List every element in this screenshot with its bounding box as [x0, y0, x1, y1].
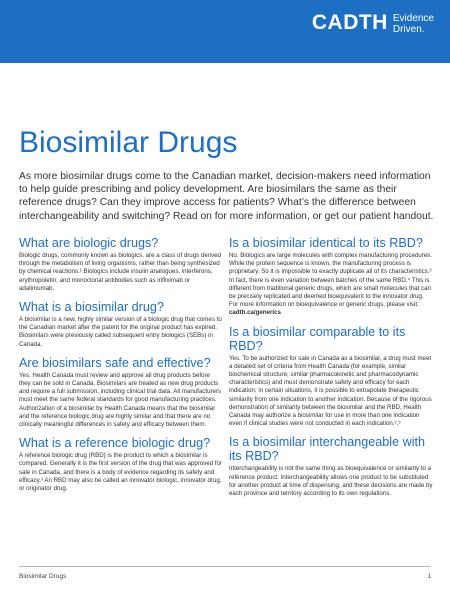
section-biologic-drugs [19, 236, 223, 293]
section-safe-effective [19, 356, 223, 429]
brand-name: CADTH [311, 11, 388, 34]
section-heading: Are biosimilars safe and effective? [19, 355, 211, 370]
section-body: Yes. Health Canada must review and approve all drug products before they can be sold in Canada. Biosimilars are treated as new drug products and require a full submission, including clinical trial data. All manufacturers must meet the same federal standards for good manufacturing practices. Authorization of a biosimilar by Health Canada means that the biosimilar and the reference biologic drug are highly similar and that there are no clinically meaningful differences in safety and efficacy between them. [19, 371, 222, 429]
tagline-line-1: Evidence [392, 13, 434, 24]
cadth-logo [312, 12, 434, 35]
tagline-line-2: Driven. [392, 24, 425, 35]
section-identical [229, 236, 433, 318]
section-heading: What are biologic drugs? [19, 236, 159, 250]
section-body [229, 252, 433, 318]
section-heading: What is a reference biologic drug? [19, 436, 211, 451]
footer-divider [19, 566, 431, 567]
section-biosimilar-drug [19, 300, 223, 349]
intro-paragraph: As more biosimilar drugs come to the Canadian market, decision-makers need information to help guide prescribing and policy development. Are biosimilars the same as their reference drugs? Can they improve access for patients? What’s the difference between interchangeability and switching? Read on for more information, or get our patient handout. [19, 171, 434, 222]
section-body: A biosimilar is a new, highly similar version of a biologic drug that comes to the Canadian market after the patent for the original product has expired. Biosimilars were previously called subsequent entry biologics (SEBs) in Canada. [19, 316, 222, 348]
section-heading: Is a biosimilar comparable to its RBD? [229, 324, 406, 353]
header-banner [0, 0, 450, 63]
section-body: Yes. To be authorized for sale in Canada as a biosimilar, a drug must meet a detailed set of criteria from Health Canada (for example, similar biochemical structure; similar pharmacokinetic and pharmacodynamic characteristics) and must demonstrate safety and efficacy for each indication; in certain situations, it is possible to extrapolate therapeutic similarity from one indication to another indication. Because of the rigorous demonstration of similarity between the biosimilar and the RBD, Health Canada may authorize a biosimilar for use in more than one indication even if clinical studies were not conducted in each indication.²,⁵ [229, 354, 432, 428]
page-number: 1 [427, 573, 431, 580]
right-column [229, 236, 433, 505]
section-reference-biologic [19, 436, 223, 493]
generics-link[interactable]: cadth.ca/generics [229, 309, 281, 317]
section-comparable [229, 325, 433, 429]
section-body: Biologic drugs, commonly known as biologics, are a class of drugs derived through the metabolism of living organisms, rather than being synthesized by chemical reactions.¹ Biologics include insulin analogues, interferons, erythropoietin, and monoclonal antibodies such as infliximab or adalimumab. [19, 252, 222, 292]
section-body-end: . [280, 309, 283, 317]
section-heading: What is a biosimilar drug? [19, 300, 164, 315]
left-column [19, 236, 223, 500]
footer-label: Biosimilar Drugs [19, 573, 67, 580]
section-interchangeable [229, 435, 433, 498]
page-title: Biosimilar Drugs [19, 126, 238, 159]
section-body: Interchangeability is not the same thing as bioequivalence or similarity to a reference product. Interchangeability allows one product to be substituted for another product at time of dispensing, and these decisions are made by each province and territory according to its own regulations. [229, 465, 433, 498]
section-body-text: No. Biologics are large molecules with complex manufacturing procedures. While the protein sequence is known, the manufacturing process is proprietary. So it is impossible to exactly duplicate all of its characteristics.² In fact, there is even variation between batches of the same RBD.⁴ This is different from traditional generic drugs, which are small molecules that can be precisely replicated and deemed bioequivalent to the innovator drug. For more information on bioequivalence or generic drugs, please visit: [229, 252, 433, 309]
section-body: A reference biologic drug (RBD) is the product to which a biosimilar is compared. Generally it is the first version of the drug that was approved for sale in Canada, and there is a body of evidence regarding its safety and efficacy.³ An RBD may also be called an innovator biologic, innovator drug, or originator drug. [19, 452, 223, 493]
section-heading: Is a biosimilar identical to its RBD? [229, 236, 423, 250]
brand-tagline [393, 12, 434, 35]
section-heading: Is a biosimilar interchangeable with its RBD? [229, 435, 426, 464]
